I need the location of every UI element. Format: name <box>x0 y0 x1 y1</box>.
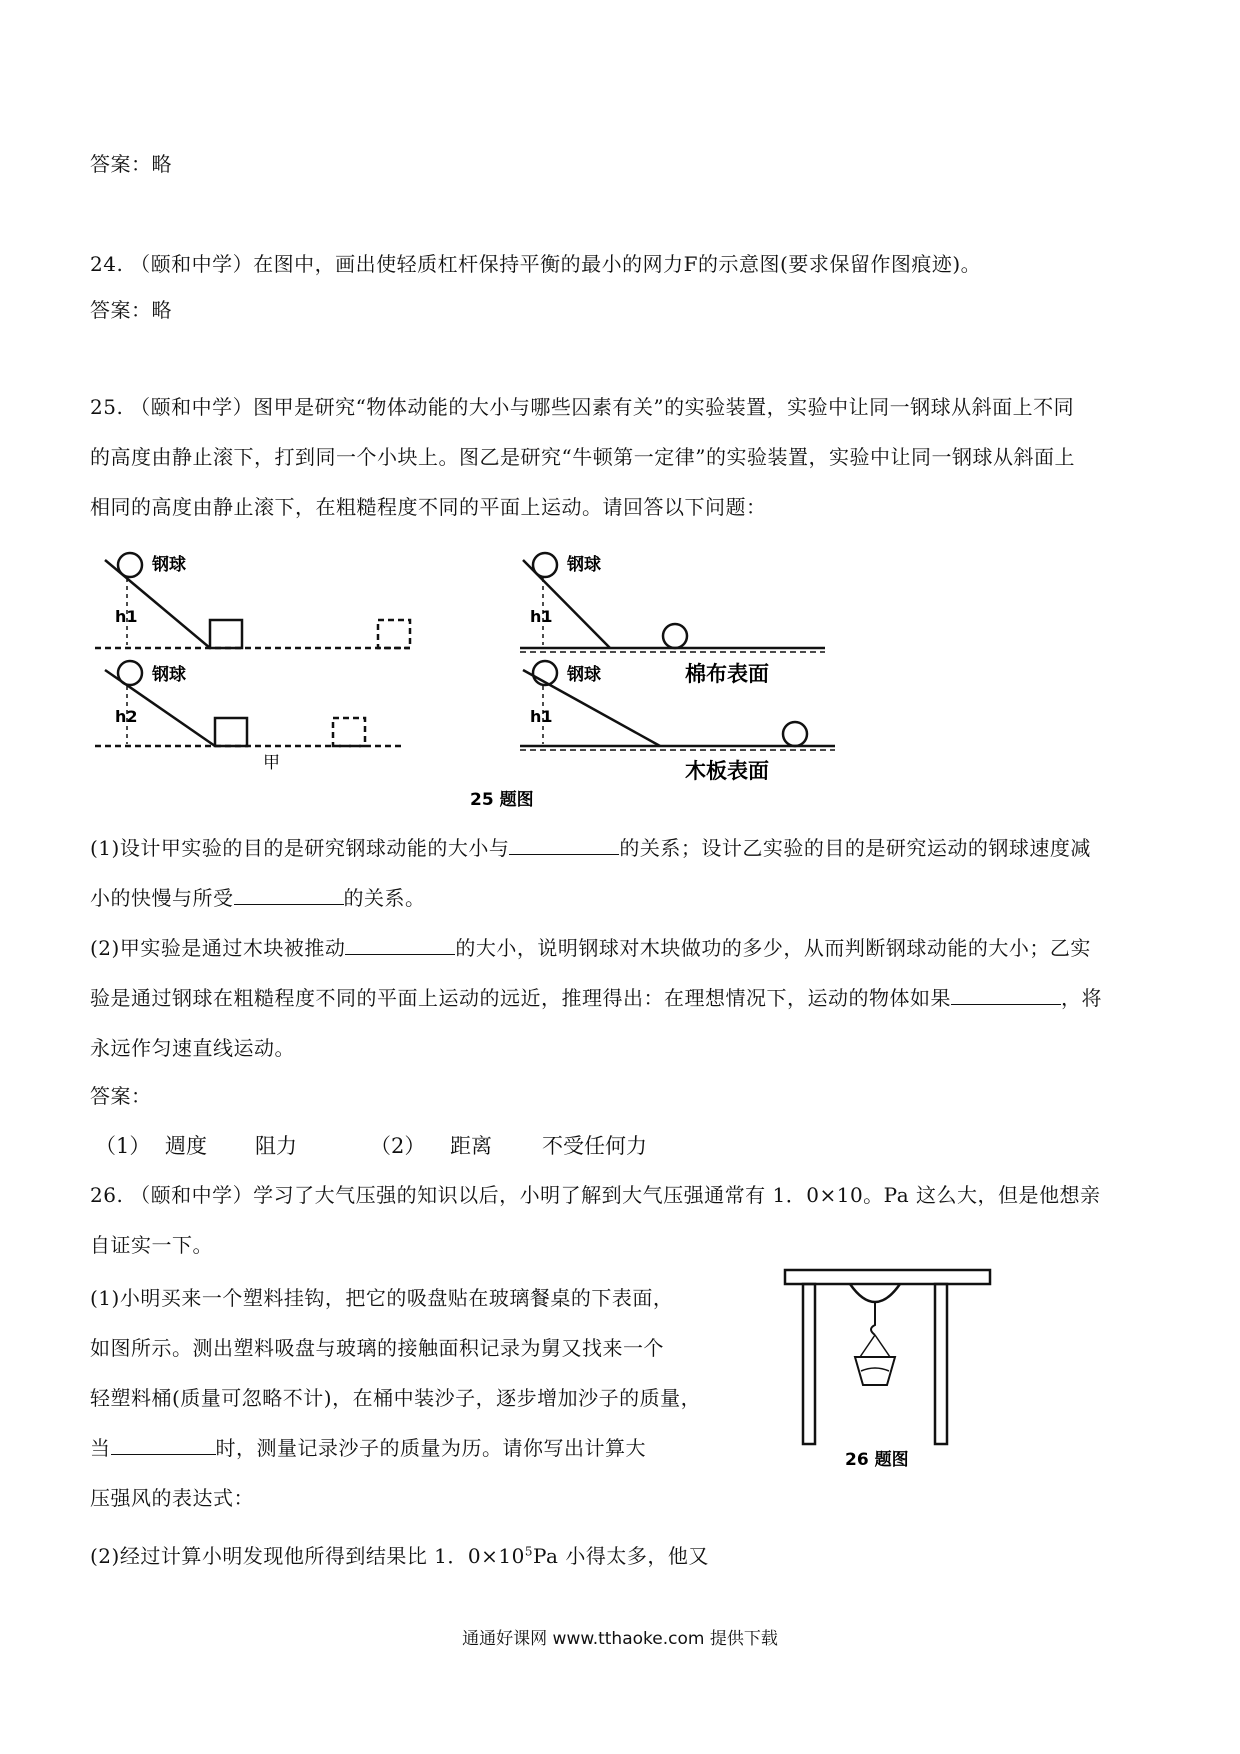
q25-p1a-post: 的关系；设计乙实验的目的是研究运动的钢球速度减 <box>619 836 1091 860</box>
ball-label-2: 钢球 <box>152 665 186 685</box>
ball-label-3: 钢球 <box>567 555 601 575</box>
fig-jia-top <box>95 553 410 648</box>
answer-item: 距离 <box>450 1134 492 1158</box>
h1-label-2: h1 <box>530 607 553 626</box>
wood-surface-label: 木板表面 <box>685 759 769 783</box>
q26-p1d-post: 时，测量记录沙子的质量为历。请你写出计算大 <box>215 1436 646 1460</box>
q26-p1b: 如图所示。测出塑料吸盘与玻璃的接触面积记录为舅又找来一个 <box>90 1336 664 1360</box>
q26-line2: 自证实一下。 <box>90 1233 213 1257</box>
answer-top: 答案：略 <box>90 152 172 176</box>
q25-p2b-post: ，将 <box>1061 986 1102 1010</box>
blank-1[interactable] <box>509 836 619 855</box>
q26-line1: 26. （颐和中学）学习了大气压强的知识以后，小明了解到大气压强通常有 1．0×10。Pa 这么大，但是他想亲 <box>90 1183 1101 1207</box>
q25-answer-label: 答案： <box>90 1084 152 1108</box>
q26-p1a: (1)小明买来一个塑料挂钩，把它的吸盘贴在玻璃餐桌的下表面， <box>90 1286 674 1310</box>
q25-line2: 的高度由静止滚下，打到同一个小块上。图乙是研究“牛顿第一定律”的实验装置，实验中让同一钢球从斜面上 <box>90 445 1075 469</box>
answer-item: 不受任何力 <box>542 1134 647 1158</box>
h1-label-1: h1 <box>115 607 138 626</box>
q26-p1e: 压强风的表达式： <box>90 1486 254 1510</box>
q25-p2a-post: 的大小，说明钢球对木块做功的多少，从而判断钢球动能的大小；乙实 <box>455 936 1091 960</box>
cotton-surface-label: 棉布表面 <box>685 662 769 686</box>
q25-p2a-pre: (2)甲实验是通过木块被推动 <box>90 936 346 960</box>
q26-p1d-pre: 当 <box>90 1436 111 1460</box>
blank-4[interactable] <box>951 986 1061 1005</box>
q25-p1b-pre: 小的快慢与所受 <box>90 886 234 910</box>
q25-p1b <box>90 884 426 912</box>
ball-label-4: 钢球 <box>567 665 601 685</box>
q26-p2-sup: 5 <box>524 1544 533 1559</box>
fig-yi-top <box>520 553 825 652</box>
ball-label-1: 钢球 <box>152 555 186 575</box>
h1-label-3: h1 <box>530 707 553 726</box>
q26-p1d <box>90 1434 646 1462</box>
fig25-caption: 25 题图 <box>470 790 534 810</box>
q25-p2c: 永远作匀速直线运动。 <box>90 1036 295 1060</box>
q26-p2 <box>90 1542 709 1570</box>
q25-line1: 25. （颐和中学）图甲是研究“物体动能的大小与哪些囚素有关”的实验装置，实验中让同一钢球从斜面上不同 <box>90 395 1075 419</box>
h2-label: h2 <box>115 707 138 726</box>
q25-p2b-pre: 验是通过钢球在粗糙程度不同的平面上运动的远近，推理得出：在理想情况下，运动的物体如果 <box>90 986 951 1010</box>
q25-line3: 相同的高度由静止滚下，在粗糙程度不同的平面上运动。请回答以下问题： <box>90 495 767 519</box>
answer-item: 阻力 <box>255 1134 297 1158</box>
q26-p2-pre: (2)经过计算小明发现他所得到结果比 1．0×10 <box>90 1544 525 1568</box>
blank-3[interactable] <box>345 936 455 955</box>
q25-p1a-pre: (1)设计甲实验的目的是研究钢球动能的大小与 <box>90 836 510 860</box>
page-footer: 通通好课网 www.tthaoke.com 提供下载 <box>462 1629 778 1649</box>
q25-p2b <box>90 984 1102 1012</box>
q24-text: 24. （颐和中学）在图中，画出使轻质杠杆保持平衡的最小的网力F的示意图(要求保留作图痕迹)。 <box>90 252 982 276</box>
fig-jia-bottom <box>95 661 405 746</box>
answer-item: （2） <box>370 1134 426 1158</box>
answer-item: （1） <box>95 1134 151 1158</box>
q24-answer: 答案：略 <box>90 298 172 322</box>
jia-label: 甲 <box>263 753 280 773</box>
q25-p1b-post: 的关系。 <box>343 886 426 910</box>
blank-2[interactable] <box>234 886 344 905</box>
q26-figure <box>775 1265 1000 1470</box>
answer-item: 週度 <box>165 1134 207 1158</box>
q26-p2-post: Pa 小得太多，他又 <box>532 1544 709 1568</box>
q25-p1a <box>90 834 1091 862</box>
q26-p1c: 轻塑料桶(质量可忽略不计)，在桶中装沙子，逐步增加沙子的质量， <box>90 1386 702 1410</box>
q25-p2a <box>90 934 1091 962</box>
fig26-caption: 26 题图 <box>845 1450 909 1470</box>
q25-figure <box>85 540 845 815</box>
blank-5[interactable] <box>111 1436 216 1455</box>
